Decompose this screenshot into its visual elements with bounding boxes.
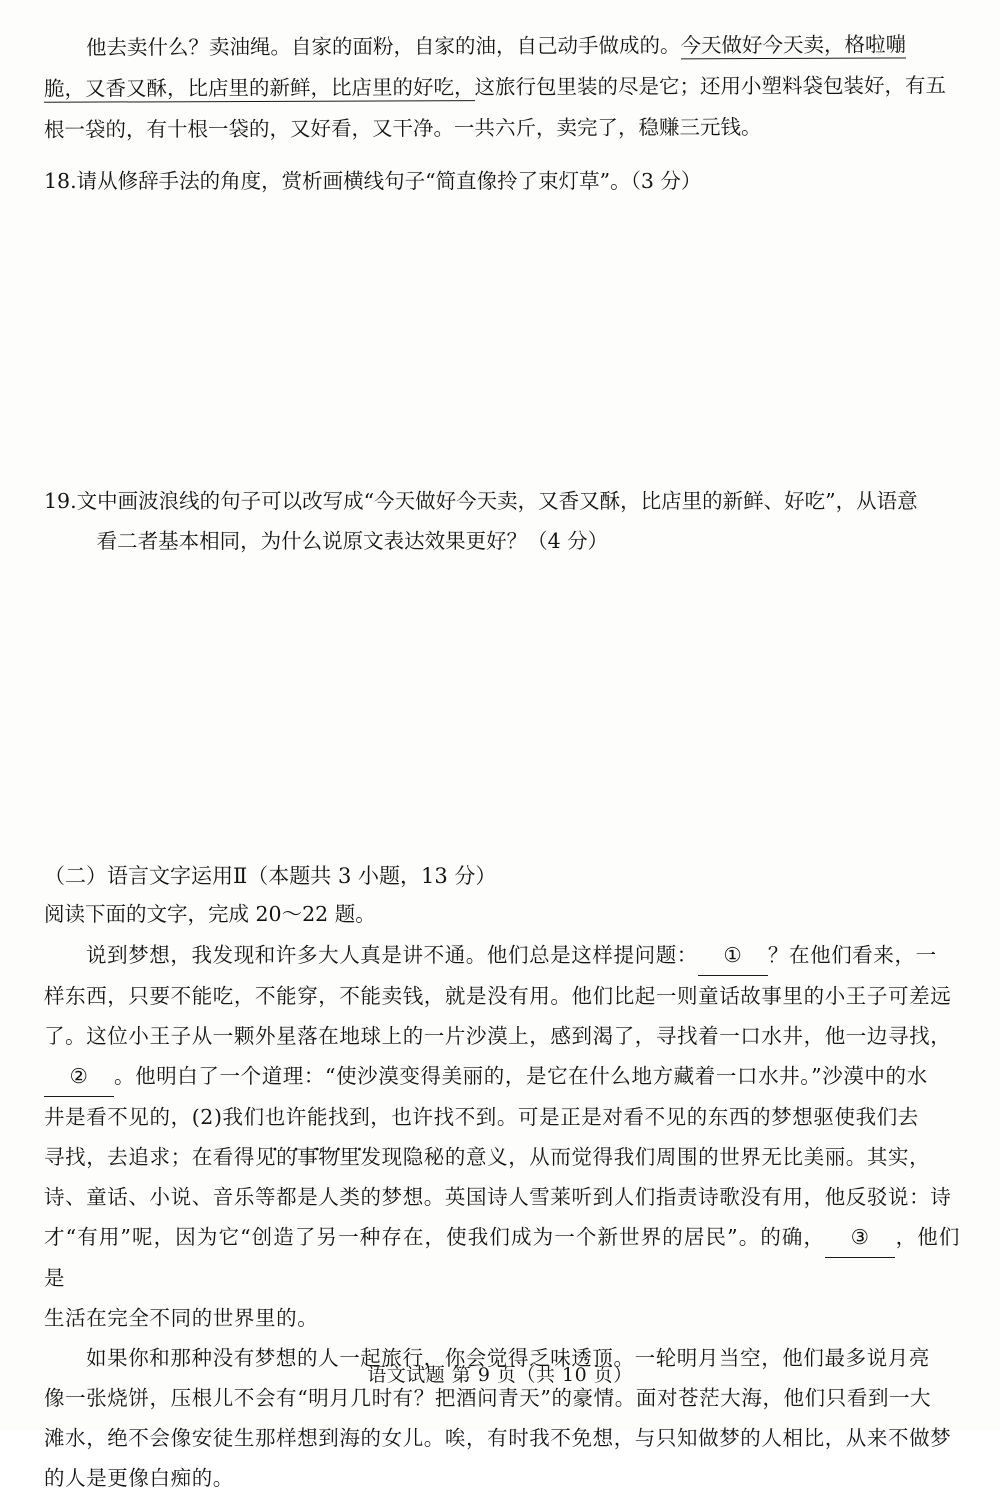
passage-line1-plain: 他去卖什么？卖油绳。自家的面粉，自家的油，自己动手做成的。 (85, 33, 681, 60)
rp1-emphasis-phrase: 也许能找到 (264, 1105, 371, 1129)
blank-3[interactable]: ③ (825, 1217, 895, 1258)
question-19-text-line2: 看二者基本相同，为什么说原文表达效果更好？（4 分） (96, 529, 609, 553)
page-content (44, 26, 960, 1498)
answer-space-18 (44, 201, 960, 469)
rp1-seg1: 说到梦想，我发现和许多大人真是讲不通。他们总是这样提问题： (86, 943, 698, 967)
question-19-text-line1: 文中画波浪线的句子可以改写成“今天做好今天卖，又香又酥，比店里的新鲜、好吃”，从语意 (76, 489, 918, 513)
rp1-line6: 寻找，去追求；在看得见的事物里发现隐秘的意义，从而觉得我们周围的世界无比美丽。其实， (44, 1145, 931, 1169)
passage-excerpt (44, 26, 960, 149)
blank-2[interactable]: ② (44, 1056, 114, 1097)
rp1-line7: 诗、童话、小说、音乐等都是人类的梦想。英国诗人雪莱听到人们指责诗歌没有用，他反驳说：诗 (44, 1185, 952, 1209)
rp1-line2: 样东西，只要不能吃，不能穿，不能卖钱，就是没有用。他们比起一则童话故事里的小王子可差远 (44, 984, 952, 1008)
rp1-line5a: 井是看不见的，(2)我们 (44, 1105, 265, 1129)
blank-1[interactable]: ① (698, 935, 768, 976)
passage-line3: 根一袋的，有十根一袋的，又好看，又干净。一共六斤，卖完了，稳赚三元钱。 (43, 115, 762, 142)
section-instruction: 阅读下面的文字，完成 20～22 题。 (44, 902, 376, 926)
passage-line1-wavy: 今天做好今天卖，格啦嘣 (680, 32, 907, 58)
answer-space-19 (44, 561, 960, 851)
rp2-line1: 如果你和那种没有梦想的人一起旅行，你会觉得乏味透顶。一轮明月当空，他们最多说月亮 (86, 1346, 930, 1370)
rp2-line2: 像一张烧饼，压根儿不会有“明月几时有？把酒问青天”的豪情。面对苍茫大海，他们只看到一大 (44, 1386, 932, 1410)
question-18 (44, 161, 960, 201)
rp1-line8a: 才“有用”呢，因为它“创造了另一种存在，使我们成为一个新世界的居民”。的确， (44, 1225, 826, 1249)
rp2-line4: 的人是更像白痴的。 (44, 1466, 234, 1490)
rp1-seg3: 。他明白了一个道理：“使沙漠变得美丽的，是它在什么地方藏着一口水井。”沙漠中的水 (114, 1064, 928, 1088)
rp1-line8b: ，他们是 (44, 1225, 960, 1290)
page-footer-text: 语文试题 第 9 页（共 10 页） (367, 1364, 633, 1386)
section-title: （二）语言文字运用Ⅱ（本题共 3 小题，13 分） (44, 864, 497, 888)
rp1-line9: 生活在完全不同的世界里的。 (44, 1306, 319, 1330)
rp1-line5b: ，也许找不到。可是正是对看不见的东西的梦想驱使我们去 (370, 1105, 919, 1129)
question-18-text: 请从修辞手法的角度，赏析画横线句子“简直像拎了束灯草”。（3 分） (76, 169, 702, 193)
passage-line2-wavy: 脆，又香又酥，比店里的新鲜，比店里的好吃， (43, 75, 475, 101)
rp1-seg2: ？在他们看来，一 (767, 943, 937, 967)
question-19 (44, 481, 960, 561)
passage-line2-plain: 这旅行包里装的尽是它；还用小塑料袋包装好，有五 (474, 73, 947, 100)
rp2-line3: 滩水，绝不会像安徒生那样想到海的女儿。唉，有时我不免想，与只知做梦的人相比，从来不做梦 (44, 1426, 952, 1450)
reading-paragraph-1 (44, 935, 960, 1338)
page-footer (0, 1360, 1000, 1387)
question-18-number: 18. (44, 169, 77, 193)
rp1-line3: 了。这位小王子从一颗外星落在地球上的一片沙漠上，感到渴了，寻找着一口水井，他一边寻找， (44, 1024, 952, 1048)
question-19-number: 19. (44, 489, 77, 513)
